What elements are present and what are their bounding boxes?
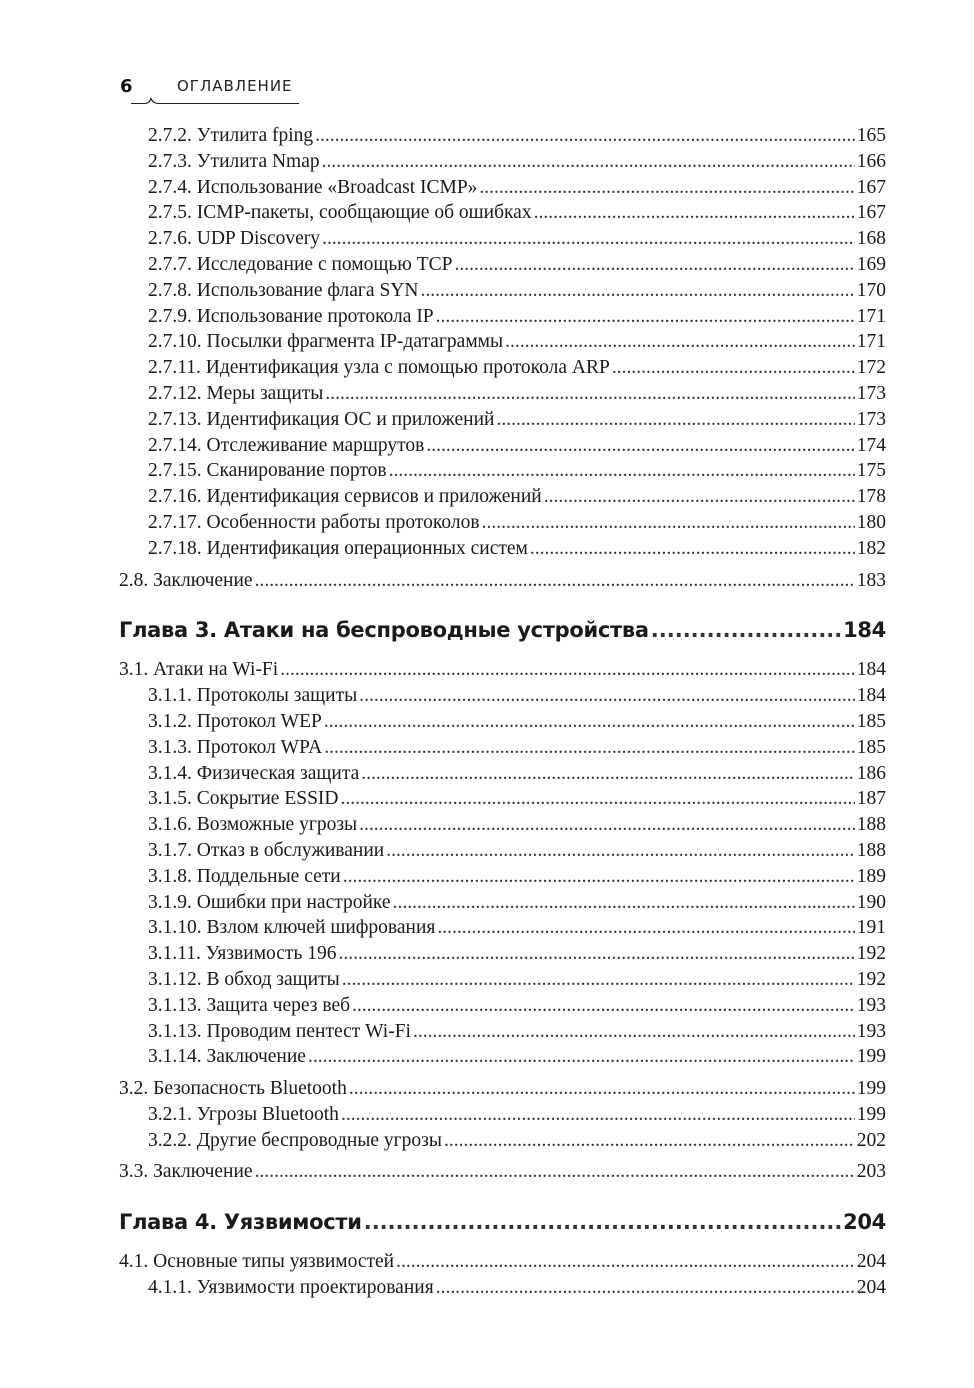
toc-entry-page: 183 xyxy=(856,569,886,591)
toc-entry-title: 2.7.8. Использование флага SYN xyxy=(148,279,419,301)
toc-entry-title: 3.1.14. Заключение xyxy=(148,1046,306,1068)
toc-subsection-entry[interactable] xyxy=(119,433,886,459)
toc-entry-page: 175 xyxy=(856,460,886,482)
toc-entry-page: 193 xyxy=(856,1020,886,1042)
toc-entry-page: 174 xyxy=(856,434,886,456)
toc-dot-leader xyxy=(324,735,855,761)
toc-entry-title: 2.7.2. Утилита fping xyxy=(148,125,314,146)
toc-entry-title: 4.1.1. Уязвимости проектирования xyxy=(148,1277,434,1299)
toc-entry-title: 3.2.1. Угрозы Bluetooth xyxy=(148,1103,339,1125)
toc-entry-page: 171 xyxy=(856,305,886,327)
toc-subsection-entry[interactable] xyxy=(119,329,886,355)
toc-section-entry[interactable] xyxy=(119,657,886,683)
toc-entry-page: 188 xyxy=(856,839,886,861)
toc-subsection-entry[interactable] xyxy=(119,536,886,562)
toc-entry-page: 202 xyxy=(856,1129,886,1151)
toc-dot-leader xyxy=(341,1102,855,1128)
toc-entry-title: 2.7.4. Использование «Broadcast ICMP» xyxy=(148,176,478,198)
toc-entry-title: 3.1. Атаки на Wi-Fi xyxy=(119,659,279,681)
toc-dot-leader xyxy=(255,568,855,594)
toc-entry-title: 2.7.18. Идентификация операционных систем xyxy=(148,537,528,559)
toc-entry-page: 180 xyxy=(856,511,886,533)
toc-entry-title: 2.7.11. Идентификация узла с помощью протокола ARP xyxy=(148,357,610,379)
toc-subsection-entry[interactable] xyxy=(119,838,886,864)
toc-dot-leader xyxy=(308,1044,855,1070)
toc-subsection-entry[interactable] xyxy=(119,226,886,252)
toc-entry-page: 169 xyxy=(856,253,886,275)
toc-dot-leader xyxy=(322,149,855,175)
toc-subsection-entry[interactable] xyxy=(119,993,886,1019)
toc-dot-leader xyxy=(534,200,855,226)
toc-dot-leader xyxy=(359,812,855,838)
toc-entry-page: 204 xyxy=(843,1210,886,1235)
toc-dot-leader xyxy=(343,864,855,890)
toc-dot-leader xyxy=(364,1207,841,1237)
toc-entry-page: 199 xyxy=(856,1078,886,1100)
toc-subsection-entry[interactable] xyxy=(119,941,886,967)
toc-dot-leader xyxy=(444,1128,855,1154)
toc-entry-page: 167 xyxy=(856,202,886,224)
toc-section-entry[interactable] xyxy=(119,1249,886,1275)
toc-dot-leader xyxy=(437,915,854,941)
table-of-contents xyxy=(119,123,886,1301)
toc-subsection-entry[interactable] xyxy=(119,278,886,304)
toc-subsection-entry[interactable] xyxy=(119,252,886,278)
toc-entry-page: 188 xyxy=(856,814,886,836)
toc-entry-page: 168 xyxy=(856,228,886,250)
toc-subsection-entry[interactable] xyxy=(119,735,886,761)
toc-entry-title: 2.7.14. Отслеживание маршрутов xyxy=(148,434,425,456)
toc-spacer xyxy=(119,1185,886,1207)
toc-entry-page: 173 xyxy=(856,408,886,430)
toc-entry-page: 170 xyxy=(856,279,886,301)
toc-entry-title: 3.1.9. Ошибки при настройке xyxy=(148,891,391,913)
toc-subsection-entry[interactable] xyxy=(119,510,886,536)
toc-entry-page: 185 xyxy=(856,710,886,732)
toc-entry-title: 3.1.6. Возможные угрозы xyxy=(148,814,358,836)
toc-entry-page: 189 xyxy=(856,865,886,887)
toc-entry-title: 3.1.5. Сокрытие ESSID xyxy=(148,788,339,810)
toc-dot-leader xyxy=(436,1275,855,1301)
toc-dot-leader xyxy=(651,615,841,645)
toc-subsection-entry[interactable] xyxy=(119,709,886,735)
toc-entry-page: 192 xyxy=(856,943,886,965)
running-header xyxy=(117,72,307,106)
toc-dot-leader xyxy=(325,381,854,407)
toc-entry-page: 184 xyxy=(856,685,886,707)
toc-dot-leader xyxy=(496,407,854,433)
toc-subsection-entry[interactable] xyxy=(119,355,886,381)
toc-entry-page: 199 xyxy=(856,1103,886,1125)
toc-entry-page: 204 xyxy=(856,1277,886,1299)
toc-entry-page: 190 xyxy=(856,891,886,913)
toc-subsection-entry[interactable] xyxy=(119,915,886,941)
toc-dot-leader xyxy=(324,709,855,735)
toc-dot-leader xyxy=(255,1159,855,1185)
toc-entry-title: 3.2.2. Другие беспроводные угрозы xyxy=(148,1129,442,1151)
toc-entry-page: 167 xyxy=(856,176,886,198)
running-title: ОГЛАВЛЕНИЕ xyxy=(177,77,293,95)
toc-entry-title: 2.7.17. Особенности работы протоколов xyxy=(148,511,480,533)
toc-subsection-entry[interactable] xyxy=(119,458,886,484)
toc-subsection-entry[interactable] xyxy=(119,123,886,149)
toc-entry-page: 192 xyxy=(856,968,886,990)
toc-entry-page: 184 xyxy=(843,618,886,643)
toc-dot-leader xyxy=(393,890,855,916)
toc-entry-page: 178 xyxy=(856,486,886,508)
toc-dot-leader xyxy=(359,683,855,709)
toc-subsection-entry[interactable] xyxy=(119,407,886,433)
toc-entry-title: 2.7.5. ICMP-пакеты, сообщающие об ошибках xyxy=(148,202,532,224)
toc-subsection-entry[interactable] xyxy=(119,1019,886,1045)
toc-subsection-entry[interactable] xyxy=(119,890,886,916)
toc-dot-leader xyxy=(436,304,855,330)
toc-subsection-entry[interactable] xyxy=(119,967,886,993)
toc-entry-title: 2.7.6. UDP Discovery xyxy=(148,228,321,250)
toc-subsection-entry[interactable] xyxy=(119,1128,886,1154)
toc-dot-leader xyxy=(349,1076,855,1102)
toc-entry-title: 3.1.10. Взлом ключей шифрования xyxy=(148,917,436,939)
toc-entry-page: 193 xyxy=(856,994,886,1016)
toc-subsection-entry[interactable] xyxy=(119,812,886,838)
toc-subsection-entry[interactable] xyxy=(119,1275,886,1301)
toc-entry-title: 3.1.2. Протокол WEP xyxy=(148,710,322,732)
toc-entry-title: 3.1.8. Поддельные сети xyxy=(148,865,341,887)
toc-entry-title: 3.3. Заключение xyxy=(119,1161,253,1183)
toc-dot-leader xyxy=(479,175,854,201)
toc-entry-title: 2.7.9. Использование протокола IP xyxy=(148,305,434,327)
toc-dot-leader xyxy=(315,123,855,149)
toc-subsection-entry[interactable] xyxy=(119,484,886,510)
toc-entry-page: 172 xyxy=(856,357,886,379)
toc-dot-leader xyxy=(341,786,855,812)
toc-subsection-entry[interactable] xyxy=(119,381,886,407)
toc-entry-page: 173 xyxy=(856,382,886,404)
toc-entry-title: 3.1.12. В обход защиты xyxy=(148,968,340,990)
toc-entry-title: 3.1.7. Отказ в обслуживании xyxy=(148,839,385,861)
toc-entry-title: Глава 3. Атаки на беспроводные устройства xyxy=(119,618,649,643)
toc-entry-title: 3.1.11. Уязвимость 196 xyxy=(148,943,337,965)
toc-subsection-entry[interactable] xyxy=(119,683,886,709)
toc-entry-title: 3.1.13. Проводим пентест Wi-Fi xyxy=(148,1020,411,1042)
toc-dot-leader xyxy=(342,967,855,993)
toc-subsection-entry[interactable] xyxy=(119,1044,886,1070)
toc-entry-title: 3.1.1. Протоколы защиты xyxy=(148,685,358,707)
toc-entry-title: 4.1. Основные типы уязвимостей xyxy=(119,1251,395,1273)
toc-entry-page: 199 xyxy=(856,1046,886,1068)
page-number: 6 xyxy=(120,76,133,97)
toc-subsection-entry[interactable] xyxy=(119,149,886,175)
toc-spacer xyxy=(119,593,886,615)
toc-entry-page: 182 xyxy=(856,537,886,559)
toc-subsection-entry[interactable] xyxy=(119,200,886,226)
toc-entry-page: 184 xyxy=(856,659,886,681)
toc-dot-leader xyxy=(338,941,854,967)
toc-entry-title: 2.7.10. Посылки фрагмента IP-датаграммы xyxy=(148,331,504,353)
toc-entry-title: 3.1.13. Защита через веб xyxy=(148,994,351,1016)
header-rule xyxy=(117,94,307,106)
toc-dot-leader xyxy=(396,1249,855,1275)
toc-dot-leader xyxy=(352,993,855,1019)
toc-entry-title: 2.7.13. Идентификация ОС и приложений xyxy=(148,408,495,430)
toc-chapter-entry[interactable] xyxy=(119,615,886,645)
toc-subsection-entry[interactable] xyxy=(119,304,886,330)
toc-subsection-entry[interactable] xyxy=(119,175,886,201)
toc-spacer xyxy=(119,1237,886,1249)
toc-entry-title: 2.7.3. Утилита Nmap xyxy=(148,150,320,172)
toc-entry-page: 186 xyxy=(856,762,886,784)
toc-section-entry[interactable] xyxy=(119,1159,886,1185)
toc-entry-title: 3.1.3. Протокол WPA xyxy=(148,736,323,758)
toc-entry-page: 191 xyxy=(856,917,886,939)
toc-subsection-entry[interactable] xyxy=(119,786,886,812)
toc-chapter-entry[interactable] xyxy=(119,1207,886,1237)
toc-dot-leader xyxy=(612,355,855,381)
toc-dot-leader xyxy=(530,536,855,562)
toc-dot-leader xyxy=(389,458,855,484)
toc-section-entry[interactable] xyxy=(119,568,886,594)
toc-subsection-entry[interactable] xyxy=(119,1102,886,1128)
toc-entry-page: 171 xyxy=(856,331,886,353)
toc-entry-page: 166 xyxy=(856,150,886,172)
toc-entry-title: 2.8. Заключение xyxy=(119,569,253,591)
toc-entry-page: 165 xyxy=(856,125,886,146)
toc-dot-leader xyxy=(420,278,854,304)
toc-entry-page: 203 xyxy=(856,1161,886,1183)
toc-dot-leader xyxy=(544,484,855,510)
toc-entry-page: 187 xyxy=(856,788,886,810)
toc-dot-leader xyxy=(361,761,855,787)
toc-dot-leader xyxy=(280,657,855,683)
toc-dot-leader xyxy=(413,1019,855,1045)
toc-dot-leader xyxy=(455,252,855,278)
toc-entry-title: 2.7.15. Сканирование портов xyxy=(148,460,387,482)
toc-entry-page: 204 xyxy=(856,1251,886,1273)
toc-entry-title: 2.7.16. Идентификация сервисов и приложений xyxy=(148,486,542,508)
toc-entry-title: 3.1.4. Физическая защита xyxy=(148,762,360,784)
toc-subsection-entry[interactable] xyxy=(119,864,886,890)
toc-entry-title: 2.7.7. Исследование с помощью TCP xyxy=(148,253,453,275)
toc-dot-leader xyxy=(322,226,855,252)
toc-dot-leader xyxy=(426,433,854,459)
toc-subsection-entry[interactable] xyxy=(119,761,886,787)
toc-entry-title: Глава 4. Уязвимости xyxy=(119,1210,362,1235)
toc-dot-leader xyxy=(505,329,855,355)
toc-entry-title: 2.7.12. Меры защиты xyxy=(148,382,324,404)
toc-entry-title: 3.2. Безопасность Bluetooth xyxy=(119,1078,347,1100)
toc-dot-leader xyxy=(482,510,855,536)
toc-section-entry[interactable] xyxy=(119,1076,886,1102)
toc-entry-page: 185 xyxy=(856,736,886,758)
toc-spacer xyxy=(119,645,886,657)
toc-dot-leader xyxy=(386,838,855,864)
